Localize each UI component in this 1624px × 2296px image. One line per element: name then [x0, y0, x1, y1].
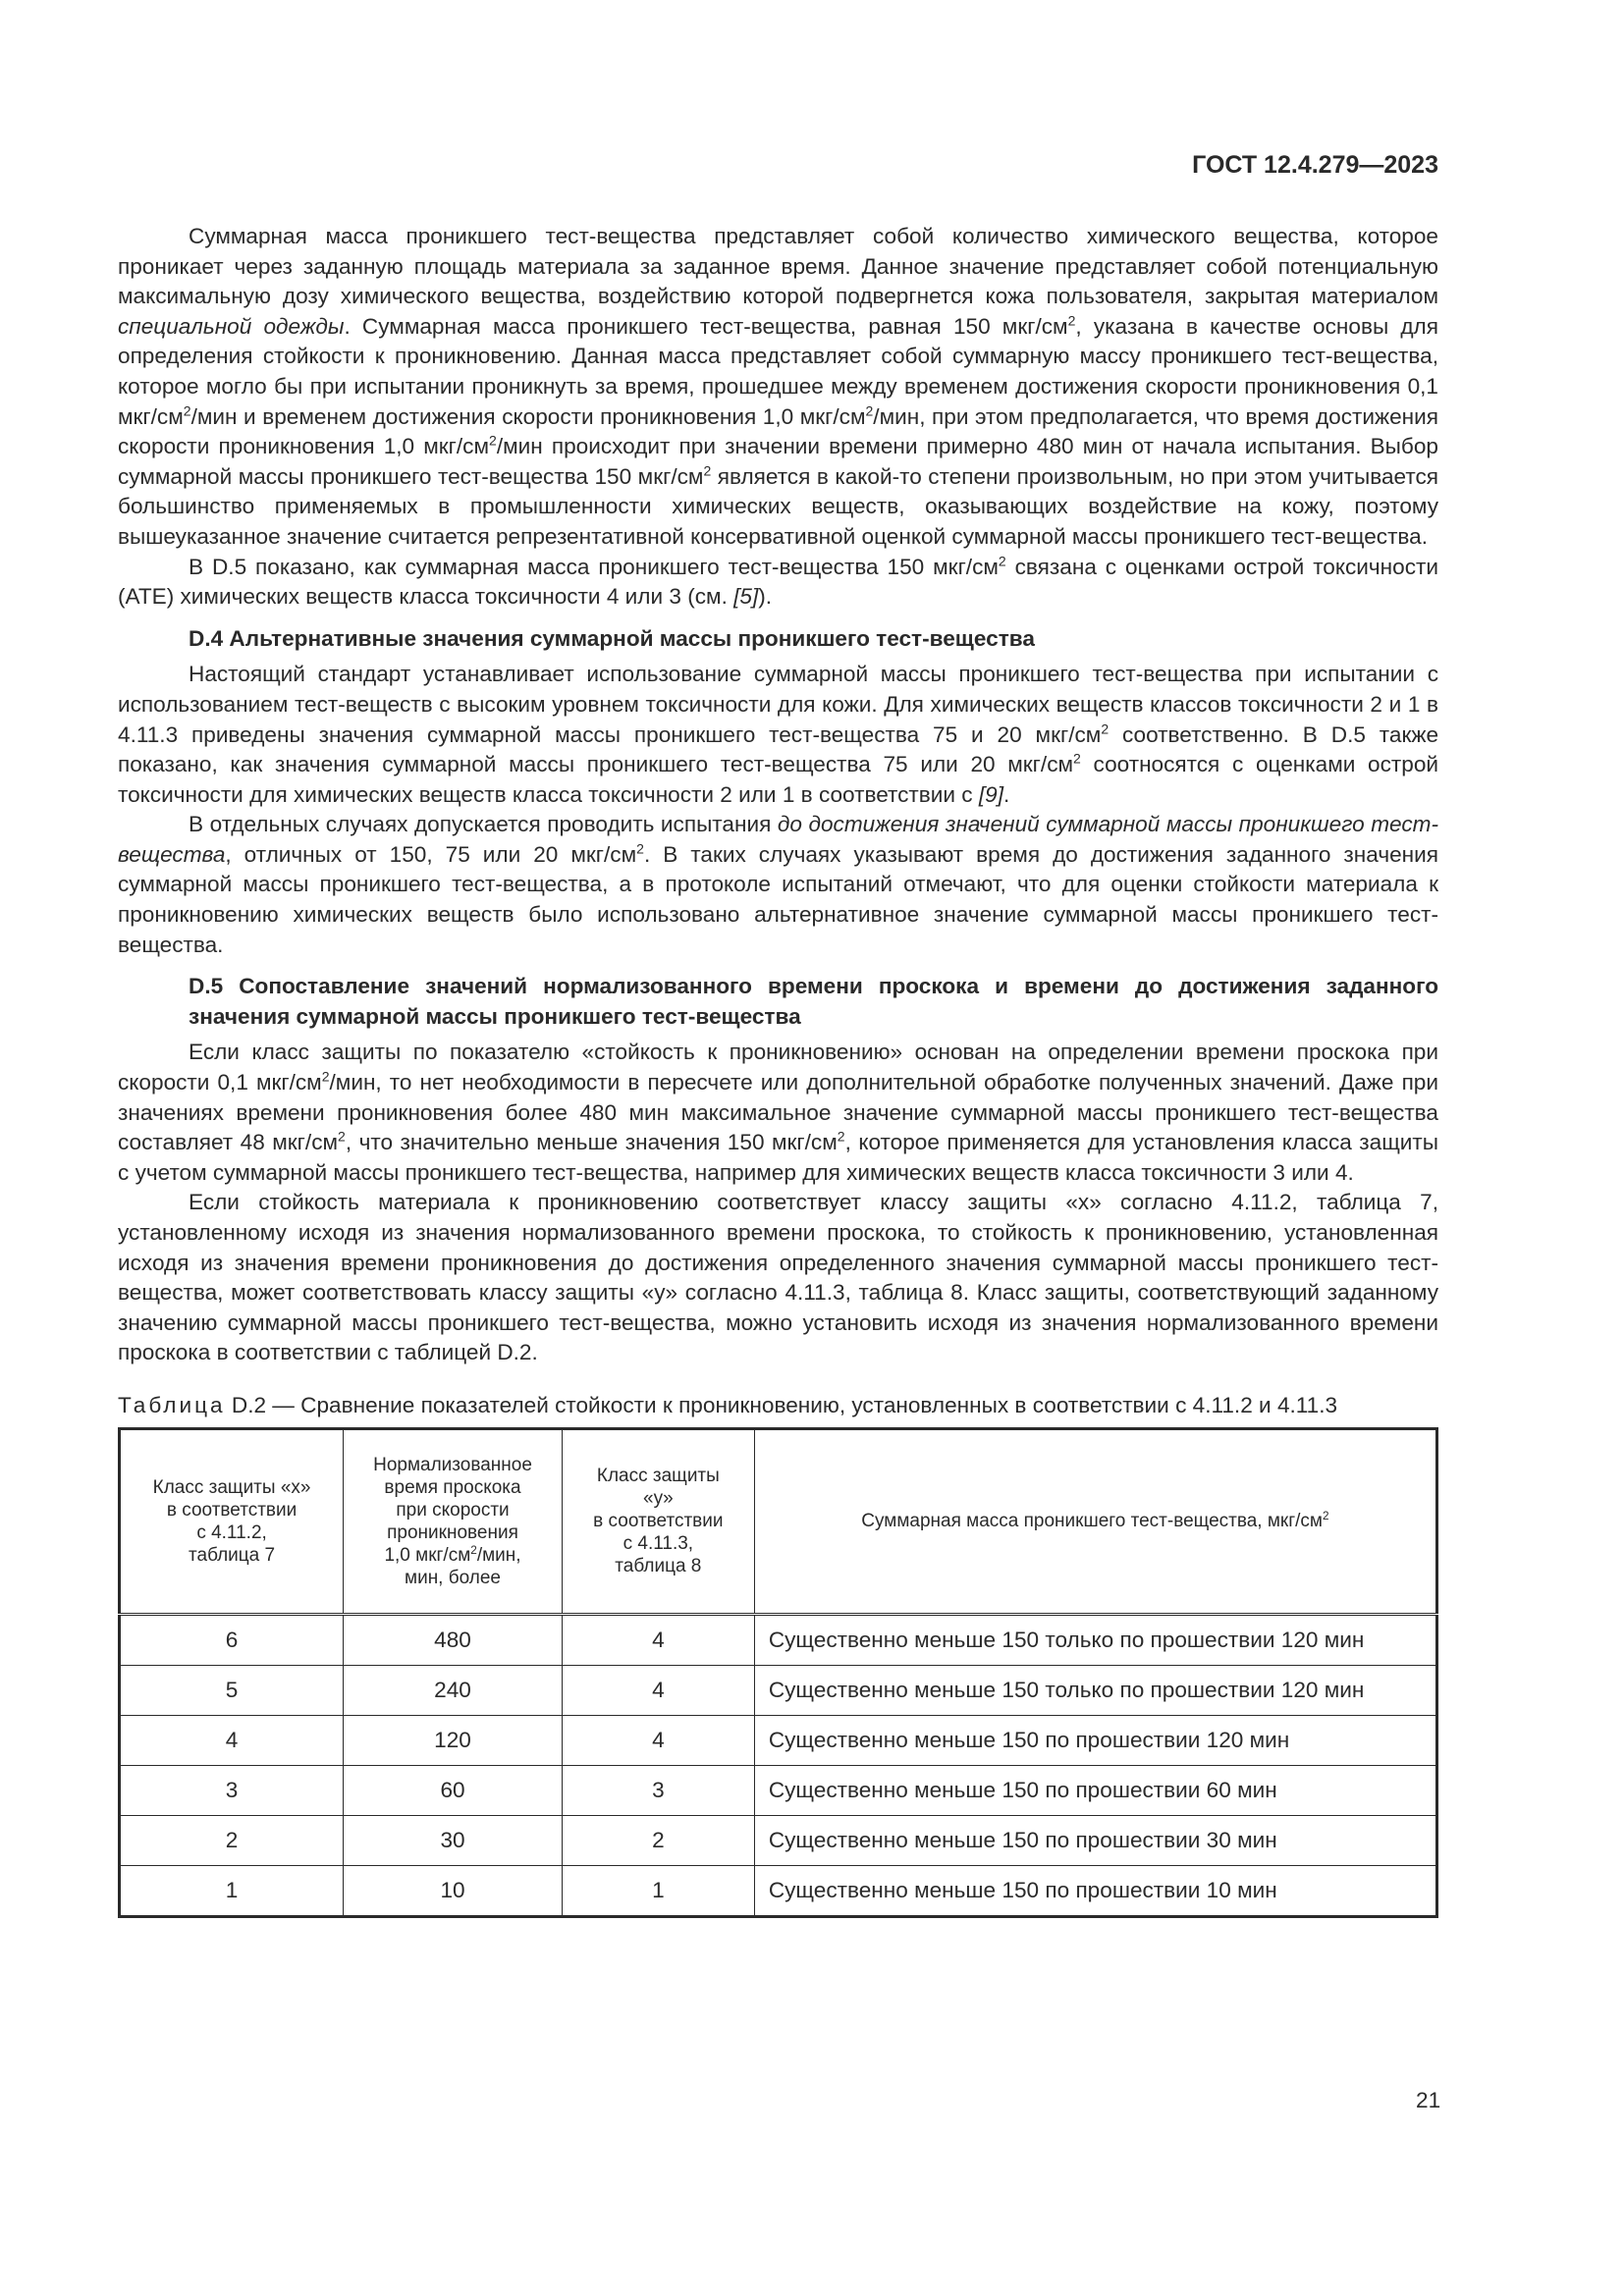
cell-mass: Существенно меньше 150 по прошествии 10 мин: [754, 1865, 1436, 1916]
section-heading-d4: D.4 Альтернативные значения суммарной массы проникшего тест-вещества: [189, 625, 1035, 651]
page-number: 21: [1416, 2088, 1441, 2112]
header-breakthrough-time: Нормализованное время проскока при скорости проникновения 1,0 мкг/$см^2$/мин, мин, более: [344, 1428, 563, 1614]
header-class-y: Класс защиты «y» в соответствии с 4.11.3, таблица 8: [562, 1428, 754, 1614]
cell-class-y: 2: [562, 1815, 754, 1865]
cell-class-x: 1: [120, 1865, 344, 1916]
table-row: [120, 1865, 1437, 1916]
cell-class-x: 2: [120, 1815, 344, 1865]
cell-time: 60: [344, 1765, 563, 1815]
cell-mass: Существенно меньше 150 по прошествии 120 мин: [754, 1715, 1436, 1765]
cell-class-y: 4: [562, 1715, 754, 1765]
section-heading-d5: D.5 Сопоставление значений нормализованного времени проскока и времени до достижения заданного значения суммарной массы проникшего тест-вещества: [189, 974, 1438, 1029]
cell-class-x: 5: [120, 1665, 344, 1715]
table-caption: Таблица D.2 — Сравнение показателей стойкости к проникновению, установленных в соответствии с 4.11.2 и 4.11.3: [118, 1392, 1338, 1417]
paragraph: В отдельных случаях допускается проводить испытания до достижения значений суммарной массы проникшего тест-вещества, отличных от 150, 75 или 20 мкг/$см^2$. В таких случаях указывают время до достижения заданного значения суммарной массы проникшего тест-вещества, а в протоколе испытаний отмечают, что для оценки стойкости материала к проникновению химических веществ было использовано альтернативное значение суммарной массы проникшего тест-вещества.: [118, 812, 1439, 957]
paragraph: Суммарная масса проникшего тест-вещества представляет собой количество химического вещества, которое проникает через заданную площадь материала за заданное время. Данное значение представляет собой потенциальную максимальную дозу химического вещества, воздействию которой подвергнется кожа пользователя, закрытая материалом специальной одежды. Суммарная масса проникшего тест-вещества, равная 150 мкг/$см^2$, указана в качестве основы для определения стойкости к проникновению. Данная масса представляет собой суммарную массу проникшего тест-вещества, которое могло бы при испытании проникнуть за время, прошедшее между временем достижения скорости проникновения 0,1 мкг/$см^2$/мин и временем достижения скорости проникновения 1,0 мкг/$см^2$/мин, при этом предполагается, что время достижения скорости проникновения 1,0 мкг/$см^2$/мин происходит при значении времени примерно 480 мин от начала испытания. Выбор суммарной массы проникшего тест-вещества 150 мкг/$см^2$ является в какой-то степени произвольным, но при этом учитывается большинство применяемых в промышленности химических веществ, оказывающих воздействие на кожу, поэтому вышеуказанное значение считается репрезентативной консервативной оценкой суммарной массы проникшего тест-вещества.: [118, 224, 1438, 549]
paragraph: В D.5 показано, как суммарная масса проникшего тест-вещества 150 мкг/$см^2$ связана с оценками острой токсичности (АТЕ) химических веществ класса токсичности 4 или 3 (см. [5]).: [118, 553, 1438, 610]
cell-mass: Существенно меньше 150 по прошествии 60 мин: [754, 1765, 1436, 1815]
cell-class-y: 4: [562, 1665, 754, 1715]
cell-class-x: 6: [120, 1614, 344, 1665]
cell-time: 10: [344, 1865, 563, 1916]
table-row: [120, 1715, 1437, 1765]
cell-class-x: 3: [120, 1765, 344, 1815]
comparison-table: [118, 1427, 1438, 1918]
table-row: [120, 1614, 1437, 1665]
header-cumulative-mass: Суммарная масса проникшего тест-вещества, мкг/$см^2$: [754, 1428, 1436, 1614]
cell-time: 480: [344, 1614, 563, 1665]
paragraph: Если стойкость материала к проникновению соответствует классу защиты «x» согласно 4.11.2, таблица 7, установленному исходя из значения нормализованного времени проскока, то стойкость к проникновению, установленная исходя из значения времени проникновения до достижения определенного значения суммарной массы проникшего тест-вещества, может соответствовать классу защиты «y» согласно 4.11.3, таблица 8. Класс защиты, соответствующий заданному значению суммарной массы проникшего тест-вещества, можно установить исходя из значения нормализованного времени проскока в соответствии с таблицей D.2.: [118, 1190, 1438, 1365]
cell-mass: Существенно меньше 150 по прошествии 30 мин: [754, 1815, 1436, 1865]
page-content: [118, 222, 1438, 1918]
table-header-row: [120, 1428, 1437, 1614]
paragraph: Настоящий стандарт устанавливает использование суммарной массы проникшего тест-вещества при испытании с использованием тест-веществ с высоким уровнем токсичности для кожи. Для химических веществ классов токсичности 2 и 1 в 4.11.3 приведены значения суммарной массы проникшего тест-вещества 75 и 20 мкг/$см^2$ соответственно. В D.5 также показано, как значения суммарной массы проникшего тест-вещества 75 или 20 мкг/$см^2$ соотносятся с оценками острой токсичности для химических веществ класса токсичности 2 или 1 в соответствии с [9].: [118, 662, 1439, 807]
cell-class-y: 4: [562, 1614, 754, 1665]
cell-class-y: 3: [562, 1765, 754, 1815]
header-class-x: Класс защиты «x» в соответствии с 4.11.2, таблица 7: [120, 1428, 344, 1614]
document-header: ГОСТ 12.4.279—2023: [1192, 151, 1438, 179]
paragraph: Если класс защиты по показателю «стойкость к проникновению» основан на определении времени проскока при скорости 0,1 мкг/$см^2$/мин, то нет необходимости в пересчете или дополнительной обработке полученных значений. Даже при значениях времени проникновения более 480 мин максимальное значение суммарной массы проникшего тест-вещества составляет 48 мкг/$см^2$, что значительно меньше значения 150 мкг/$см^2$, которое применяется для установления класса защиты с учетом суммарной массы проникшего тест-вещества, например для химических веществ класса токсичности 3 или 4.: [118, 1040, 1439, 1185]
cell-time: 120: [344, 1715, 563, 1765]
cell-time: 240: [344, 1665, 563, 1715]
table-row: [120, 1765, 1437, 1815]
table-row: [120, 1665, 1437, 1715]
cell-time: 30: [344, 1815, 563, 1865]
cell-class-y: 1: [562, 1865, 754, 1916]
cell-mass: Существенно меньше 150 только по прошествии 120 мин: [754, 1665, 1436, 1715]
cell-mass: Существенно меньше 150 только по прошествии 120 мин: [754, 1614, 1436, 1665]
table-row: [120, 1815, 1437, 1865]
cell-class-x: 4: [120, 1715, 344, 1765]
